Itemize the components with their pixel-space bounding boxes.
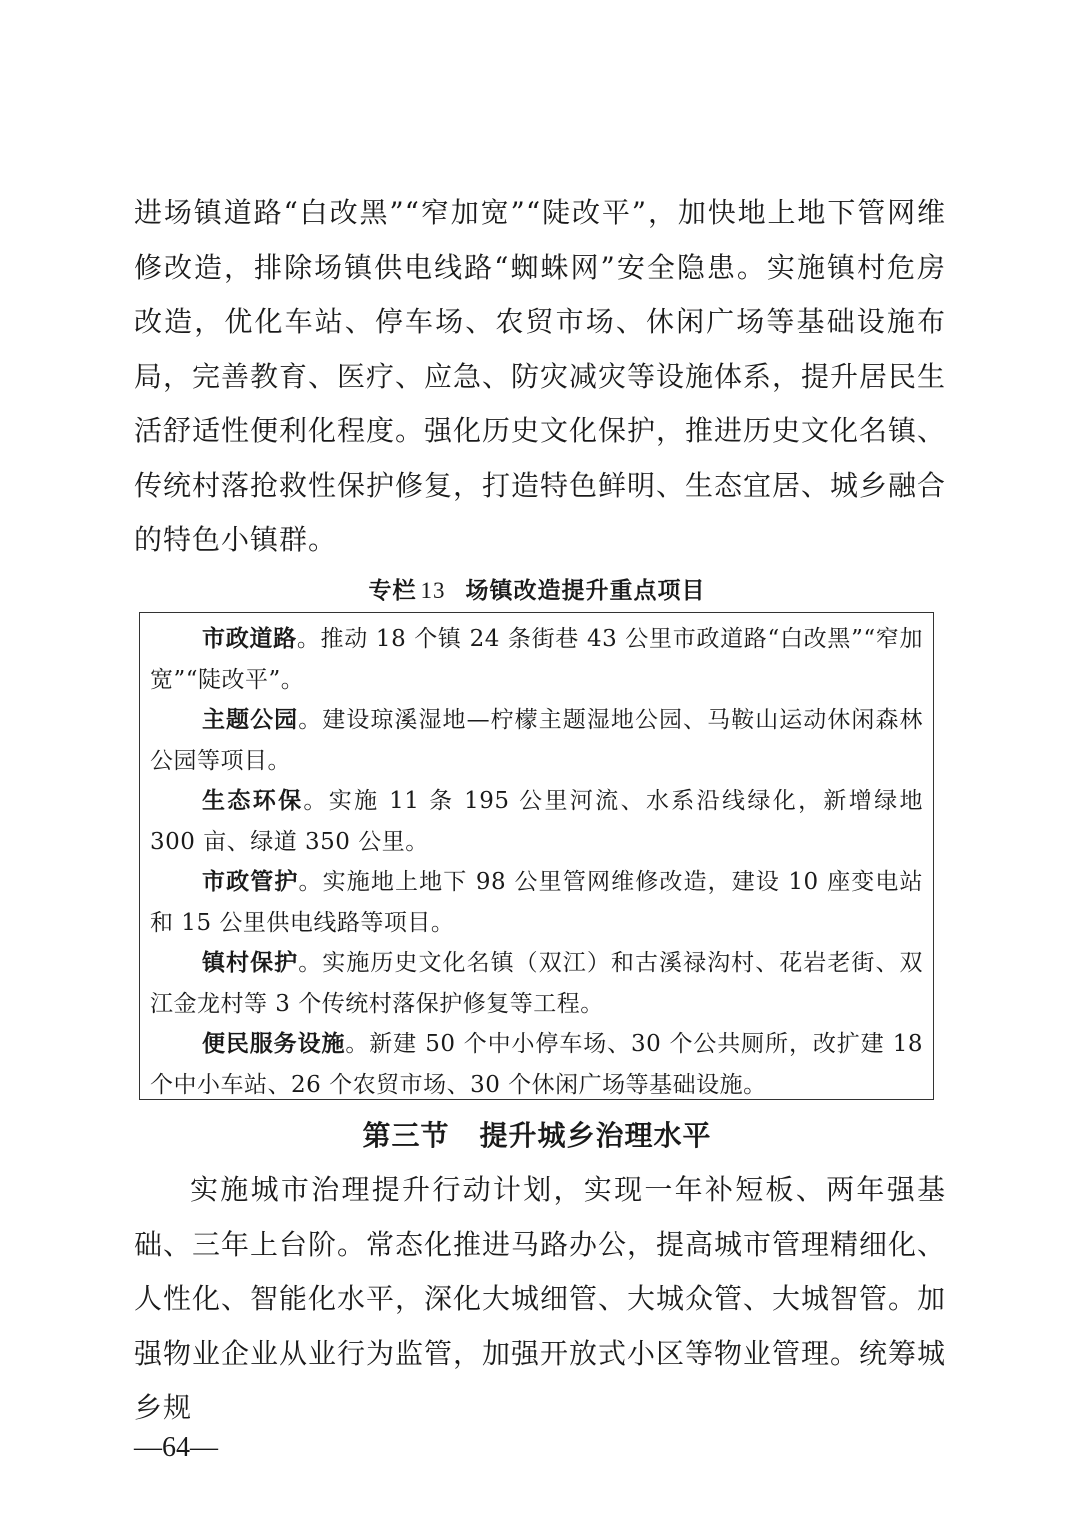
box-item — [150, 862, 923, 943]
box-item-head: 生态环保 — [202, 788, 304, 814]
box-item-text: 。实施 11 条 195 公里河流、水系沿线绿化，新增绿地 300 亩、绿道 350 公里。 — [150, 788, 923, 855]
box-item-text: 。推动 18 个镇 24 条街巷 43 公里市政道路“白改黑”“窄加宽”“陡改平”。 — [150, 626, 923, 693]
box-title-number: 13 — [420, 578, 446, 603]
box-item-head: 主题公园 — [202, 707, 299, 733]
body-paragraph-top: 进场镇道路“白改黑”“窄加宽”“陡改平”，加快地上地下管网维修改造，排除场镇供电线路“蜘蛛网”安全隐患。实施镇村危房改造，优化车站、停车场、农贸市场、休闲广场等基础设施布局，完善教育、医疗、应急、防灾减灾等设施体系，提升居民生活舒适性便利化程度。强化历史文化保护，推进历史文化名镇、传统村落抢救性保护修复，打造特色鲜明、生态宜居、城乡融合的特色小镇群。 — [134, 196, 947, 556]
section-heading — [0, 1116, 1074, 1156]
box-item — [150, 943, 923, 1024]
box-item — [150, 619, 923, 700]
box-item-head: 市政管护 — [202, 869, 299, 895]
box-title — [0, 574, 1074, 608]
page-number: —64— — [134, 1432, 218, 1463]
section-number: 第三节 — [362, 1119, 450, 1152]
box-item-text: 。实施地上地下 98 公里管网维修改造，建设 10 座变电站和 15 公里供电线路等项目。 — [150, 869, 923, 936]
box-item-text: 。建设琼溪湿地—柠檬主题湿地公园、马鞍山运动休闲森林公园等项目。 — [150, 707, 924, 774]
box-title-prefix: 专栏 — [368, 578, 417, 604]
section-title: 提升城乡治理水平 — [479, 1119, 712, 1152]
box-item — [150, 1024, 923, 1105]
box-item-head: 便民服务设施 — [202, 1031, 346, 1057]
box-item-head: 市政道路 — [202, 626, 297, 652]
box-item — [150, 700, 923, 781]
box-item — [150, 781, 923, 862]
box-title-text: 场镇改造提升重点项目 — [465, 578, 706, 604]
body-paragraph-bottom: 实施城市治理提升行动计划，实现一年补短板、两年强基础、三年上台阶。常态化推进马路办公，提高城市管理精细化、人性化、智能化水平，深化大城细管、大城众管、大城智管。加强物业企业从业行为监管，加强开放式小区等物业管理。统筹城乡规 — [134, 1173, 947, 1424]
box-item-head: 镇村保护 — [202, 950, 299, 976]
box-item-text: 。实施历史文化名镇（双江）和古溪禄沟村、花岩老街、双江金龙村等 3 个传统村落保护修复等工程。 — [150, 950, 924, 1017]
box-item-text: 。新建 50 个中小停车场、30 个公共厕所，改扩建 18 个中小车站、26 个农贸市场、30 个休闲广场等基础设施。 — [150, 1031, 924, 1098]
project-box — [139, 612, 934, 1100]
